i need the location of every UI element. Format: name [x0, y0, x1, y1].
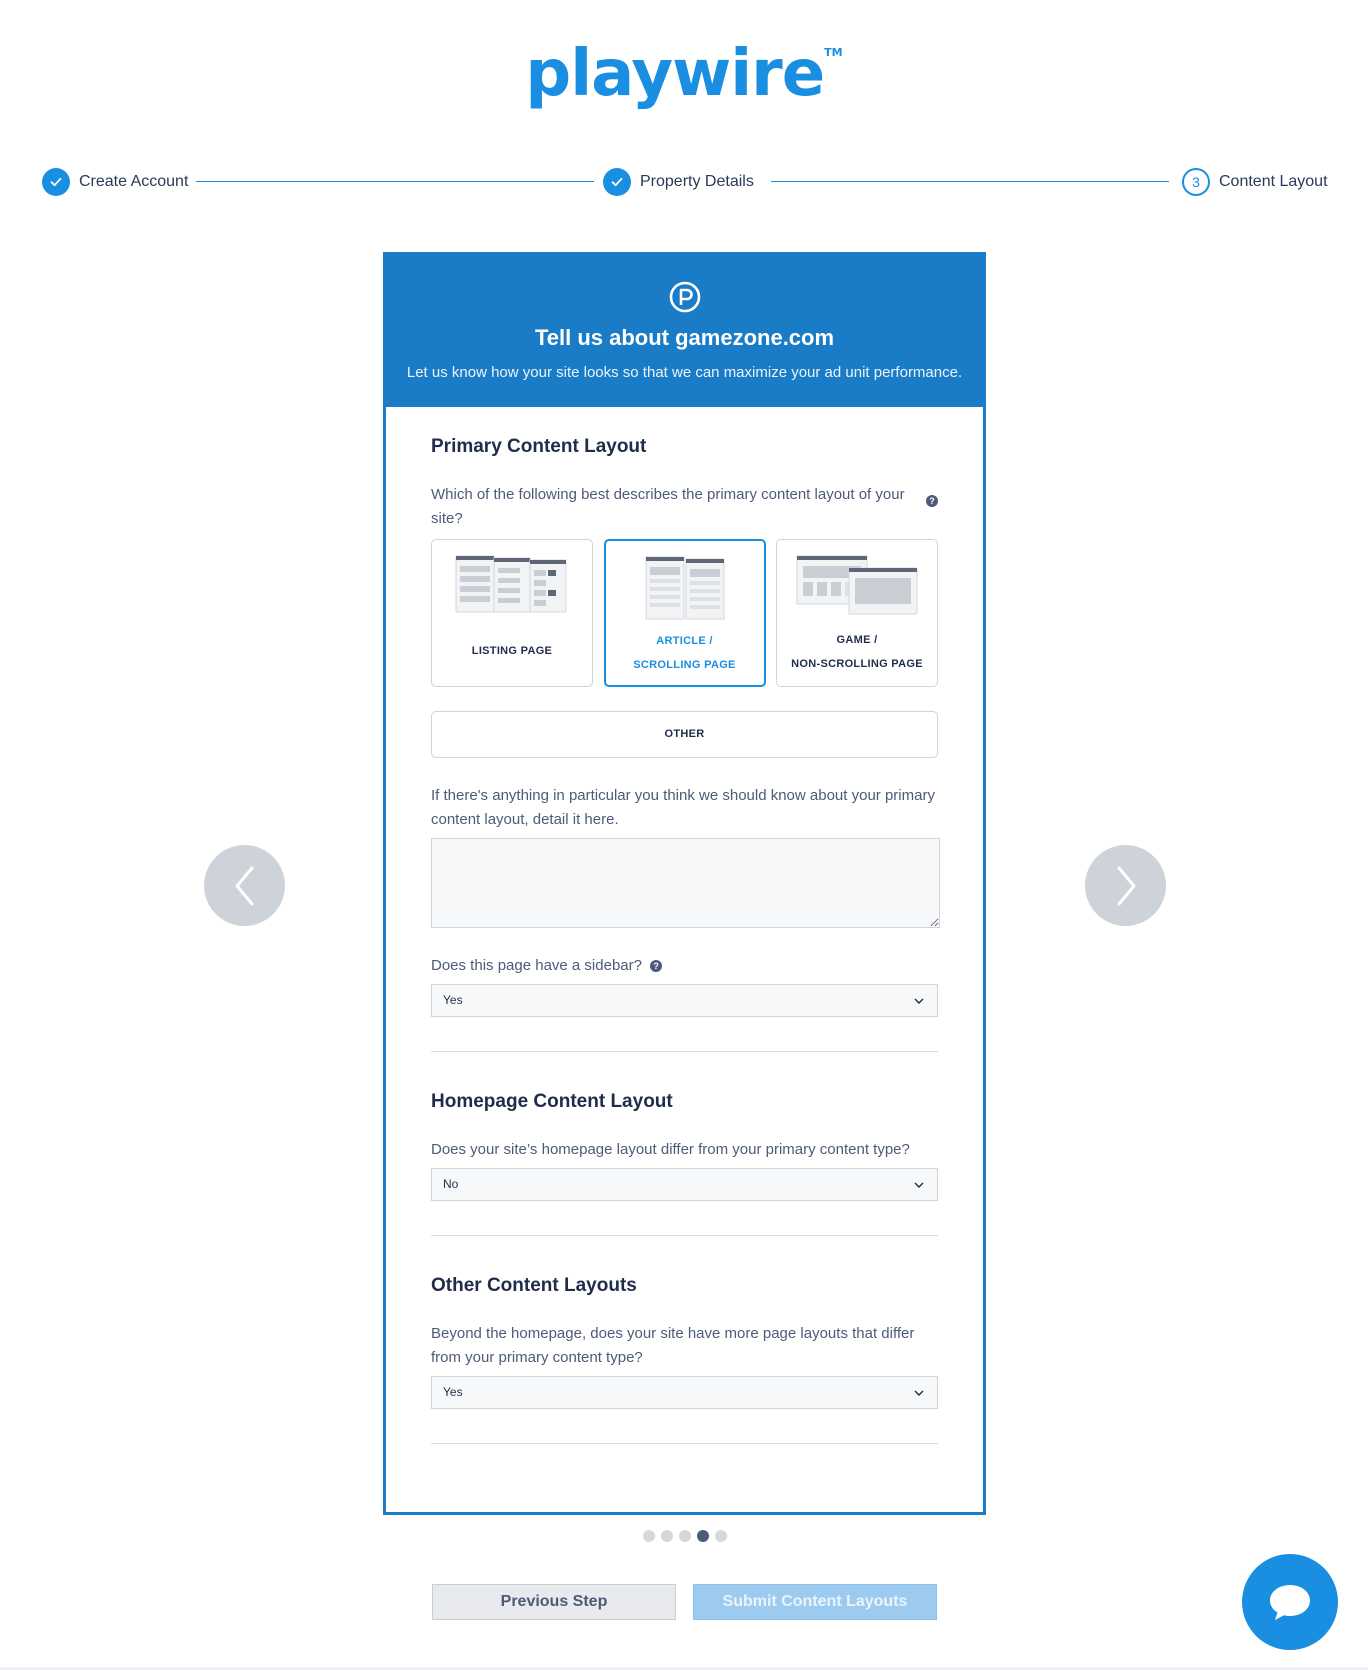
carousel-dot[interactable] [643, 1530, 655, 1542]
sidebar-select[interactable] [431, 984, 938, 1017]
carousel-dot[interactable] [715, 1530, 727, 1542]
primary-question-row [431, 483, 938, 531]
layout-options [431, 539, 938, 687]
section-title-primary: Primary Content Layout [431, 436, 647, 457]
check-icon [603, 168, 631, 196]
chat-widget-button[interactable] [1242, 1554, 1338, 1650]
other-layouts-question: Beyond the homepage, does your site have more page layouts that differ from your primary content type? [431, 1325, 915, 1366]
layout-details-textarea[interactable] [431, 838, 940, 928]
step-create-account [42, 166, 188, 198]
content-layout-card [383, 252, 986, 1515]
option-other-button[interactable]: OTHER [431, 711, 938, 758]
previous-step-button[interactable]: Previous Step [432, 1584, 676, 1620]
playwire-p-icon [669, 281, 701, 313]
sidebar-question: Does this page have a sidebar? [431, 957, 642, 974]
option-listing-page[interactable] [431, 539, 593, 687]
option-label-line2: NON-SCROLLING PAGE [791, 658, 923, 670]
carousel-dot[interactable] [661, 1530, 673, 1542]
card-header [386, 255, 983, 407]
submit-content-layouts-button[interactable]: Submit Content Layouts [693, 1584, 937, 1620]
section-title-other-layouts: Other Content Layouts [431, 1275, 637, 1296]
carousel-dot-active[interactable] [697, 1530, 709, 1542]
carousel-next-button[interactable] [1085, 845, 1166, 926]
primary-question: Which of the following best describes the primary content layout of your site? [431, 486, 905, 527]
step-label: Content Layout [1219, 173, 1328, 190]
option-article-scrolling-page[interactable] [604, 539, 766, 687]
other-layouts-select-value: Yes [443, 1385, 463, 1399]
step-content-layout [1182, 166, 1328, 198]
game-page-icon [795, 552, 921, 618]
section-divider [431, 1051, 938, 1052]
step-label: Property Details [640, 173, 754, 190]
step-number: 3 [1182, 168, 1210, 196]
card-body [386, 435, 983, 1444]
chat-bubble-icon [1267, 1582, 1313, 1622]
homepage-select[interactable] [431, 1168, 938, 1201]
chevron-down-icon [913, 1179, 925, 1191]
check-icon [42, 168, 70, 196]
homepage-select-value: No [443, 1177, 459, 1191]
listing-page-icon [454, 552, 572, 616]
card-title: Tell us about gamezone.com [534, 325, 835, 350]
carousel-dot[interactable] [679, 1530, 691, 1542]
homepage-question: Does your site’s homepage layout differ from your primary content type? [431, 1141, 910, 1158]
section-title-homepage: Homepage Content Layout [431, 1091, 673, 1112]
card-subtitle: Let us know how your site looks so that we can maximize your ad unit performance. [406, 364, 963, 381]
step-property-details [603, 166, 754, 198]
details-question: If there's anything in particular you think we should know about your primary content layout, detail it here. [431, 787, 935, 828]
help-icon[interactable]: ? [926, 495, 938, 507]
other-layouts-select[interactable] [431, 1376, 938, 1409]
step-connector [771, 181, 1169, 182]
chevron-down-icon [913, 1387, 925, 1399]
help-icon[interactable]: ? [650, 960, 662, 972]
carousel-dots [643, 1530, 727, 1542]
playwire-logo [0, 38, 1368, 110]
article-page-icon [644, 553, 728, 623]
option-label-line1: GAME / [836, 634, 878, 646]
section-divider [431, 1235, 938, 1236]
carousel-prev-button[interactable] [204, 845, 285, 926]
option-game-non-scrolling-page[interactable] [776, 539, 938, 687]
chevron-right-icon [1109, 864, 1143, 908]
step-connector [196, 181, 594, 182]
sidebar-question-row [431, 954, 938, 978]
step-label: Create Account [79, 173, 189, 190]
sidebar-select-value: Yes [443, 993, 463, 1007]
chevron-left-icon [228, 864, 262, 908]
logo-trademark: TM [824, 46, 843, 59]
chevron-down-icon [913, 995, 925, 1007]
section-divider [431, 1443, 938, 1444]
option-label: LISTING PAGE [471, 645, 553, 657]
progress-stepper [42, 166, 1326, 198]
option-label-line1: ARTICLE / [656, 635, 713, 647]
option-label-line2: SCROLLING PAGE [633, 659, 736, 671]
logo-text: playwire [525, 37, 825, 111]
